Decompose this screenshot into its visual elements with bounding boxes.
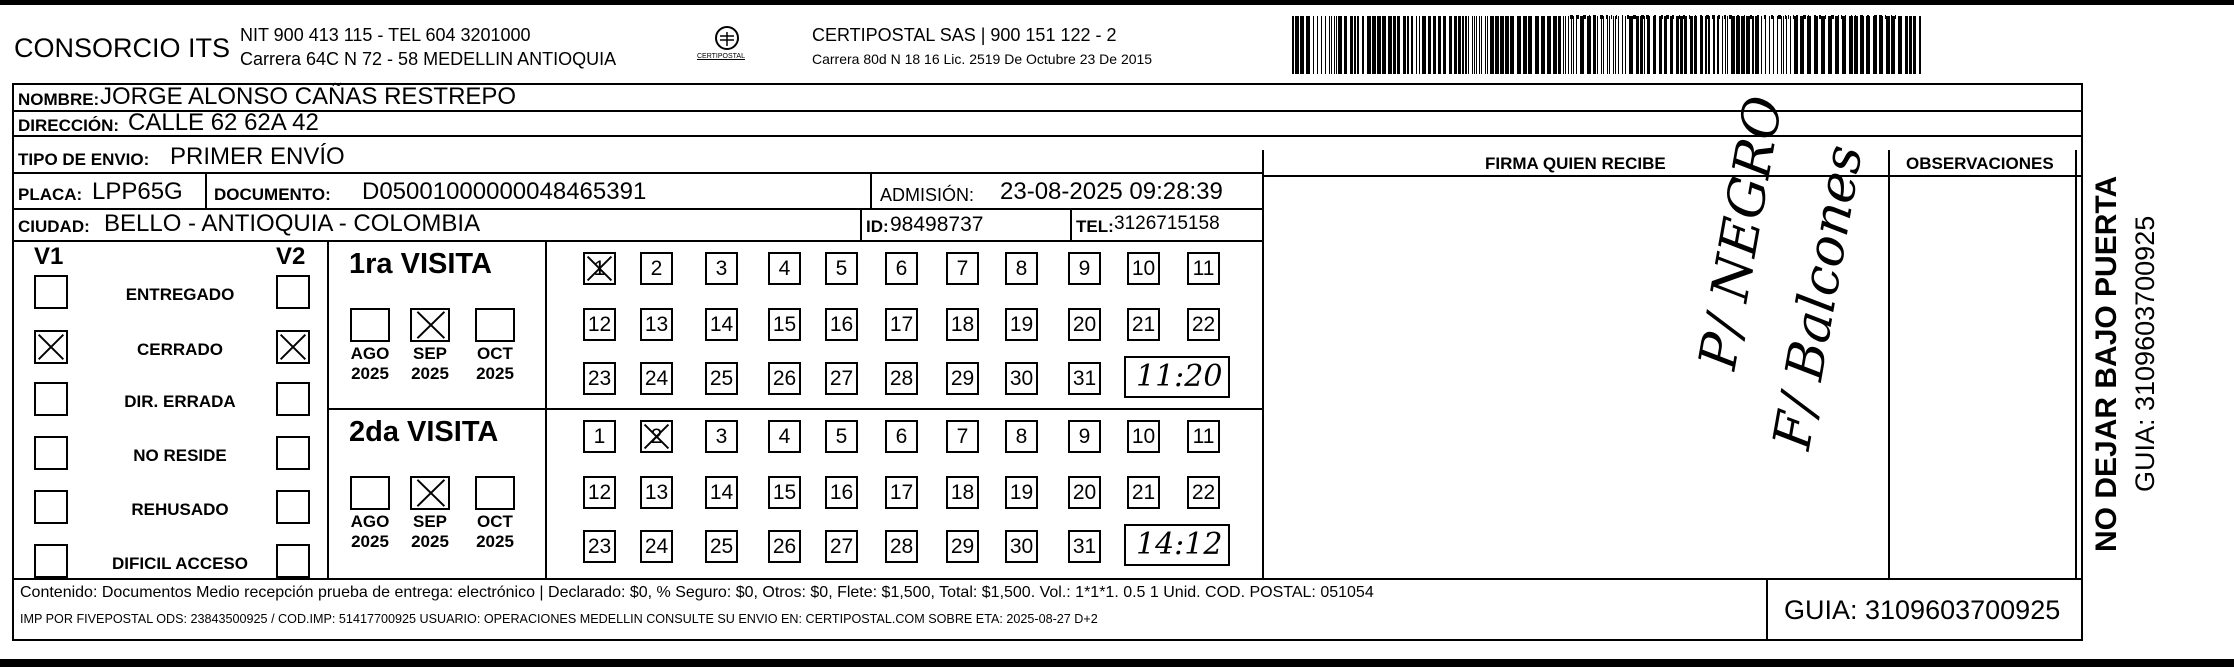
day-box-23[interactable] (583, 362, 616, 395)
day-number: 11 (1192, 425, 1215, 448)
day-number: 25 (709, 367, 734, 390)
month-year: 2025 (351, 363, 389, 383)
day-number: 18 (950, 481, 975, 504)
month-year: 2025 (351, 531, 389, 551)
observation-note-1: P/ NEGRO (1688, 91, 1796, 374)
day-number: 14 (709, 481, 734, 504)
day-box-10[interactable] (1127, 252, 1160, 285)
time-box[interactable] (1124, 356, 1230, 398)
day-box-26[interactable] (768, 362, 801, 395)
day-number: 26 (772, 367, 797, 390)
day-number: 29 (950, 535, 975, 558)
day-box-27[interactable] (825, 362, 858, 395)
certipostal-logo (697, 22, 749, 66)
day-box-26[interactable] (768, 530, 801, 563)
observaciones-header: OBSERVACIONES (1906, 154, 2054, 173)
day-number: 14 (709, 313, 734, 336)
day-box-8[interactable] (1005, 252, 1038, 285)
documento-value: D05001000000048465391 (362, 178, 647, 205)
carrier-line: CERTIPOSTAL SAS | 900 151 122 - 2 (812, 25, 1117, 45)
tipo-envio-label: TIPO DE ENVIO: (18, 150, 150, 169)
day-number: 17 (889, 313, 914, 336)
month-checkbox-sep[interactable] (410, 476, 450, 510)
day-box-31[interactable] (1068, 530, 1101, 563)
day-number: 24 (644, 535, 669, 558)
day-box-30[interactable] (1005, 530, 1038, 563)
visit-time: 14:12 (1136, 527, 1223, 562)
day-number: 13 (644, 313, 669, 336)
day-number: 10 (1131, 257, 1156, 280)
day-box-2[interactable] (640, 252, 673, 285)
day-number: 12 (587, 313, 612, 336)
day-box-7[interactable] (946, 252, 979, 285)
month-label-oct (467, 512, 523, 551)
day-box-28[interactable] (885, 530, 918, 563)
v2-checkbox-3[interactable] (276, 436, 310, 470)
day-box-4[interactable] (768, 252, 801, 285)
day-box-1[interactable] (583, 420, 616, 453)
month-checkbox-oct[interactable] (475, 308, 515, 342)
day-box-17[interactable] (885, 476, 918, 509)
day-box-15[interactable] (768, 308, 801, 341)
status-label-3: NO RESIDE (133, 446, 227, 465)
status-label-0: ENTREGADO (125, 285, 235, 304)
side-guia: GUIA: 3109603700925 (2130, 215, 2160, 492)
v1-checkbox-1[interactable] (34, 330, 68, 364)
day-number: 6 (895, 425, 908, 448)
day-box-5[interactable] (825, 420, 858, 453)
month-year: 2025 (411, 531, 449, 551)
ciudad-label: CIUDAD: (18, 217, 90, 236)
month-year: 2025 (411, 363, 449, 383)
top-rule (0, 0, 2234, 5)
admision-label: ADMISIÓN: (880, 185, 975, 205)
day-box-2[interactable] (640, 420, 673, 453)
day-box-20[interactable] (1068, 308, 1101, 341)
time-box[interactable] (1124, 524, 1230, 566)
v2-checkbox-0[interactable] (276, 275, 310, 309)
day-box-20[interactable] (1068, 476, 1101, 509)
day-box-13[interactable] (640, 308, 673, 341)
ciudad-value: BELLO - ANTIOQUIA - COLOMBIA (104, 210, 481, 237)
day-box-29[interactable] (946, 362, 979, 395)
day-number: 30 (1009, 367, 1034, 390)
month-name: SEP (412, 344, 448, 363)
company-address: Carrera 64C N 72 - 58 MEDELLIN ANTIOQUIA (240, 49, 617, 69)
admision-value: 23-08-2025 09:28:39 (1000, 178, 1223, 205)
footer-guia: GUIA: 3109603700925 (1784, 595, 2061, 625)
day-number: 16 (829, 313, 854, 336)
day-number: 27 (829, 367, 854, 390)
day-box-21[interactable] (1127, 476, 1160, 509)
day-number: 20 (1072, 313, 1097, 336)
tel-value: 3126715158 (1114, 213, 1220, 234)
day-number: 25 (709, 535, 734, 558)
day-box-5[interactable] (825, 252, 858, 285)
day-number: 18 (950, 313, 975, 336)
status-label-2: DIR. ERRADA (124, 392, 236, 411)
month-name: OCT (477, 344, 513, 363)
placa-value: LPP65G (92, 178, 183, 205)
v2-checkbox-2[interactable] (276, 382, 310, 416)
day-number: 28 (889, 535, 914, 558)
day-box-25[interactable] (705, 530, 738, 563)
month-label-ago (342, 512, 398, 551)
day-number: 27 (829, 535, 854, 558)
day-box-3[interactable] (705, 252, 738, 285)
day-number: 19 (1009, 313, 1034, 336)
day-number: 5 (835, 257, 848, 280)
day-number: 7 (956, 425, 969, 448)
day-number: 3 (715, 257, 728, 280)
day-box-22[interactable] (1187, 476, 1220, 509)
day-number: 13 (644, 481, 669, 504)
day-number: 2 (650, 257, 663, 280)
day-number: 7 (956, 257, 969, 280)
month-checkbox-ago[interactable] (350, 476, 390, 510)
day-number: 19 (1009, 481, 1034, 504)
month-name: OCT (477, 512, 513, 531)
day-box-4[interactable] (768, 420, 801, 453)
day-box-31[interactable] (1068, 362, 1101, 395)
day-box-7[interactable] (946, 420, 979, 453)
month-label-sep (402, 512, 458, 551)
v2-label: V2 (276, 243, 306, 270)
visit-title: 1ra VISITA (349, 248, 492, 280)
day-box-8[interactable] (1005, 420, 1038, 453)
logo-caption: CERTIPOSTAL (697, 53, 745, 60)
status-label-1: CERRADO (137, 340, 223, 359)
day-number: 1 (593, 257, 606, 280)
direccion-value: CALLE 62 62A 42 (128, 109, 319, 136)
placa-label: PLACA: (18, 185, 83, 204)
day-box-3[interactable] (705, 420, 738, 453)
day-number: 31 (1072, 535, 1097, 558)
v1-checkbox-0[interactable] (34, 275, 68, 309)
day-box-18[interactable] (946, 476, 979, 509)
day-box-11[interactable] (1187, 420, 1220, 453)
day-number: 8 (1015, 257, 1028, 280)
day-box-19[interactable] (1005, 308, 1038, 341)
month-name: SEP (412, 512, 448, 531)
v1-label: V1 (34, 243, 64, 270)
v2-checkbox-5[interactable] (276, 544, 310, 578)
status-label-4: REHUSADO (131, 500, 229, 519)
day-box-14[interactable] (705, 476, 738, 509)
no-dejar-warning: NO DEJAR BAJO PUERTA (2090, 175, 2123, 552)
day-number: 21 (1131, 313, 1156, 336)
documento-label: DOCUMENTO: (214, 185, 331, 204)
month-label-ago (342, 344, 398, 383)
v1-checkbox-4[interactable] (34, 490, 68, 524)
day-number: 28 (889, 367, 914, 390)
day-box-22[interactable] (1187, 308, 1220, 341)
id-value: 98498737 (890, 213, 984, 236)
visit-time: 11:20 (1136, 359, 1223, 394)
day-number: 21 (1131, 481, 1156, 504)
day-box-21[interactable] (1127, 308, 1160, 341)
day-number: 11 (1192, 257, 1215, 280)
company-nit: NIT 900 413 115 - TEL 604 3201000 (240, 25, 531, 45)
day-box-27[interactable] (825, 530, 858, 563)
day-number: 29 (950, 367, 975, 390)
nombre-label: NOMBRE: (18, 90, 100, 109)
day-number: 15 (772, 313, 797, 336)
day-box-1[interactable] (583, 252, 616, 285)
day-box-12[interactable] (583, 308, 616, 341)
nombre-value: JORGE ALONSO CAÑAS RESTREPO (100, 83, 517, 110)
month-label-oct (467, 344, 523, 383)
v1-checkbox-2[interactable] (34, 382, 68, 416)
company-name: CONSORCIO ITS (14, 33, 231, 63)
day-box-6[interactable] (885, 420, 918, 453)
footer-imp: IMP POR FIVEPOSTAL ODS: 23843500925 / COD.IMP: 51417700925 USUARIO: OPERACIONES MEDELLIN CONSULTE SU ENVIO EN: CERTIPOSTAL.COM SOBRE ETA: 2025-08-27 D+2 (20, 612, 1098, 626)
v1-checkbox-5[interactable] (34, 544, 68, 578)
bottom-rule (0, 659, 2234, 667)
month-checkbox-oct[interactable] (475, 476, 515, 510)
day-box-16[interactable] (825, 476, 858, 509)
day-box-25[interactable] (705, 362, 738, 395)
day-number: 9 (1078, 257, 1091, 280)
day-number: 2 (650, 425, 663, 448)
day-number: 9 (1078, 425, 1091, 448)
day-number: 5 (835, 425, 848, 448)
month-year: 2025 (476, 531, 514, 551)
carrier-address: Carrera 80d N 18 16 Lic. 2519 De Octubre 23 De 2015 (812, 51, 1153, 67)
id-label: ID: (866, 217, 889, 236)
month-name: AGO (350, 512, 390, 531)
day-number: 20 (1072, 481, 1097, 504)
day-number: 15 (772, 481, 797, 504)
day-number: 17 (889, 481, 914, 504)
day-number: 3 (715, 425, 728, 448)
month-year: 2025 (476, 363, 514, 383)
day-number: 23 (587, 367, 612, 390)
day-box-10[interactable] (1127, 420, 1160, 453)
day-number: 4 (778, 257, 791, 280)
day-box-13[interactable] (640, 476, 673, 509)
barcode (1292, 16, 1924, 74)
tel-label: TEL: (1076, 217, 1114, 236)
tipo-envio-value: PRIMER ENVÍO (170, 143, 345, 170)
day-box-24[interactable] (640, 362, 673, 395)
status-label-5: DIFICIL ACCESO (111, 554, 248, 573)
day-number: 16 (829, 481, 854, 504)
day-box-9[interactable] (1068, 252, 1101, 285)
v2-checkbox-4[interactable] (276, 490, 310, 524)
day-box-12[interactable] (583, 476, 616, 509)
v1-checkbox-3[interactable] (34, 436, 68, 470)
barcode-fragment (1570, 6, 1900, 10)
visit-title: 2da VISITA (349, 416, 499, 448)
day-number: 22 (1191, 481, 1216, 504)
day-box-18[interactable] (946, 308, 979, 341)
day-box-16[interactable] (825, 308, 858, 341)
day-box-11[interactable] (1187, 252, 1220, 285)
day-number: 6 (895, 257, 908, 280)
day-box-19[interactable] (1005, 476, 1038, 509)
month-checkbox-sep[interactable] (410, 308, 450, 342)
day-number: 24 (644, 367, 669, 390)
v2-checkbox-1[interactable] (276, 330, 310, 364)
day-box-28[interactable] (885, 362, 918, 395)
day-number: 4 (778, 425, 791, 448)
day-box-17[interactable] (885, 308, 918, 341)
direccion-label: DIRECCIÓN: (18, 116, 120, 135)
day-number: 31 (1072, 367, 1097, 390)
month-name: AGO (350, 344, 390, 363)
observation-note-2: F/ Balcones (1762, 140, 1875, 454)
day-number: 1 (593, 425, 606, 448)
day-number: 30 (1009, 535, 1034, 558)
day-number: 12 (587, 481, 612, 504)
day-number: 23 (587, 535, 612, 558)
footer-contenido: Contenido: Documentos Medio recepción prueba de entrega: electrónico | Declarado: $0, % Seguro: $0, Otros: $0, Flete: $1,500, Total: $1,500. Vol.: 1*1*1. 0.5 1 Unid. COD. POSTAL: 051054 (20, 584, 1374, 601)
day-box-14[interactable] (705, 308, 738, 341)
day-number: 8 (1015, 425, 1028, 448)
day-box-23[interactable] (583, 530, 616, 563)
day-number: 22 (1191, 313, 1216, 336)
day-box-24[interactable] (640, 530, 673, 563)
day-box-30[interactable] (1005, 362, 1038, 395)
day-number: 10 (1131, 425, 1156, 448)
day-number: 26 (772, 535, 797, 558)
month-checkbox-ago[interactable] (350, 308, 390, 342)
month-label-sep (402, 344, 458, 383)
day-box-29[interactable] (946, 530, 979, 563)
firma-header: FIRMA QUIEN RECIBE (1485, 154, 1666, 173)
day-box-6[interactable] (885, 252, 918, 285)
day-box-9[interactable] (1068, 420, 1101, 453)
day-box-15[interactable] (768, 476, 801, 509)
